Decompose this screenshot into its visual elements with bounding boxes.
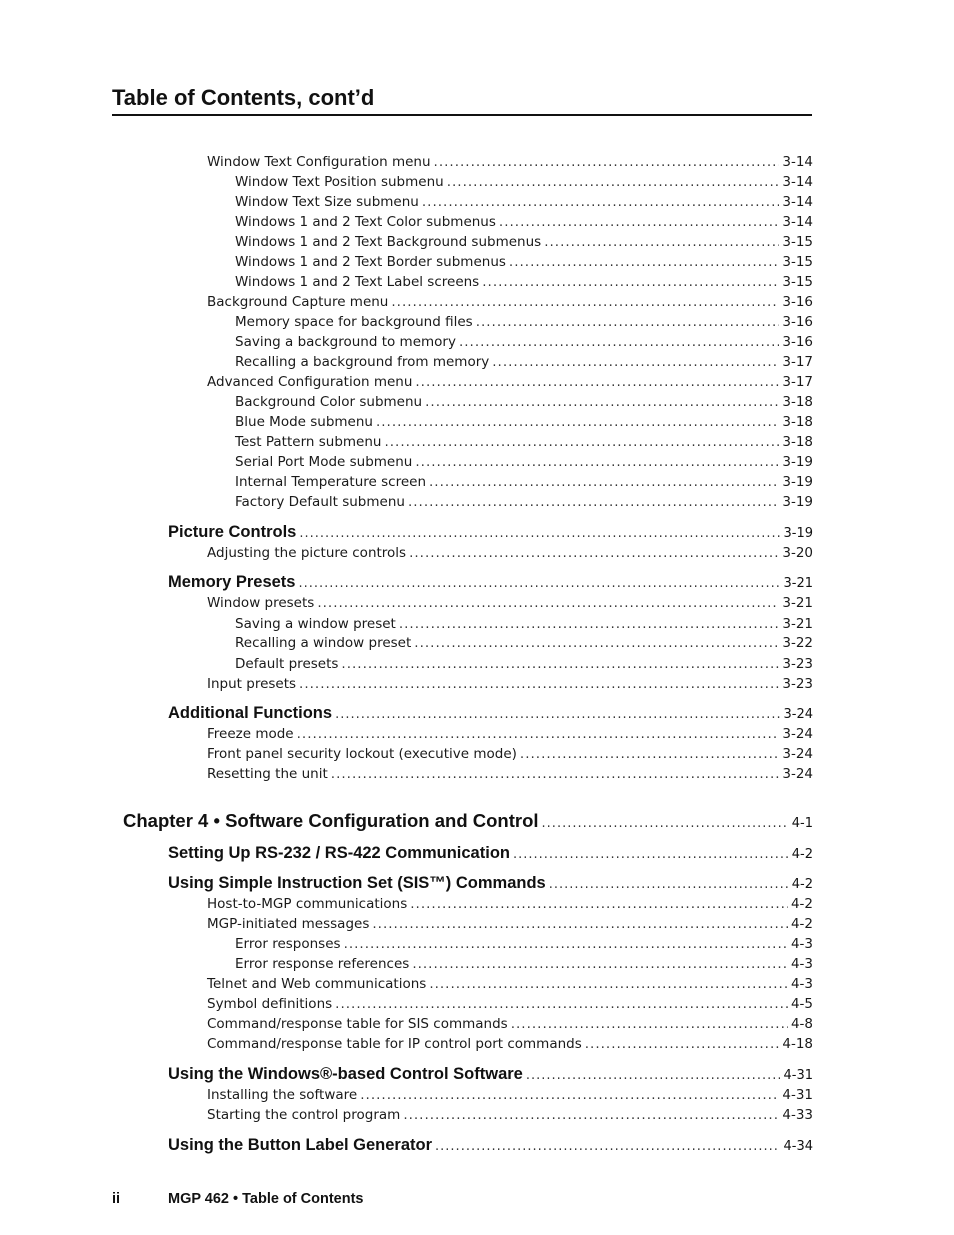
- toc-page: 4-8: [790, 1016, 813, 1032]
- toc-label: Error response references: [235, 956, 410, 972]
- toc-entry[interactable]: [235, 637, 813, 651]
- toc-page: 3-21: [782, 595, 813, 611]
- toc-page: 4-31: [782, 1087, 813, 1103]
- toc-entry[interactable]: [235, 658, 813, 672]
- toc-label: Background Color submenu: [235, 394, 423, 410]
- toc-page: 4-33: [782, 1107, 813, 1123]
- toc-label: Background Capture menu: [207, 294, 389, 310]
- leader-dots: [344, 938, 788, 952]
- toc-label: Test Pattern submenu: [235, 434, 382, 450]
- toc-label: Error responses: [235, 936, 341, 952]
- toc-label: Symbol definitions: [207, 996, 333, 1012]
- toc-page: 4-2: [790, 896, 813, 912]
- toc-label: Window Text Size submenu: [235, 194, 419, 210]
- leader-dots: [384, 436, 779, 450]
- toc-entry[interactable]: [235, 196, 813, 210]
- leader-dots: [331, 768, 780, 782]
- toc-label: Memory space for background files: [235, 314, 473, 330]
- leader-dots: [526, 1069, 781, 1082]
- toc-label: Using Simple Instruction Set (SIS™) Commands: [168, 874, 546, 892]
- leader-dots: [408, 496, 779, 510]
- toc-label: Setting Up RS-232 / RS-422 Communication: [168, 844, 510, 862]
- toc-page: 3-14: [782, 174, 813, 190]
- toc-page: 3-22: [782, 635, 813, 651]
- toc-page: 4-34: [783, 1139, 813, 1154]
- toc-entry[interactable]: [207, 597, 813, 611]
- leader-dots: [415, 376, 779, 390]
- leader-dots: [482, 276, 779, 290]
- toc-label: Host-to-MGP communications: [207, 896, 408, 912]
- toc-label: Windows 1 and 2 Text Border submenus: [235, 254, 506, 270]
- toc-page: 3-24: [782, 766, 813, 782]
- toc-entry[interactable]: [235, 436, 813, 450]
- toc-label: Blue Mode submenu: [235, 414, 373, 430]
- toc-entry[interactable]: [235, 396, 813, 410]
- toc-label: Installing the software: [207, 1087, 358, 1103]
- toc-label: Resetting the unit: [207, 766, 328, 782]
- footer-page-number: ii: [112, 1191, 121, 1207]
- toc-page: 3-15: [782, 254, 813, 270]
- toc-page: 4-18: [782, 1036, 813, 1052]
- toc-page: 3-16: [782, 334, 813, 350]
- toc-page: 3-19: [782, 474, 813, 490]
- leader-dots: [403, 1109, 779, 1123]
- toc-label: Saving a window preset: [235, 616, 396, 632]
- toc-entry[interactable]: [235, 236, 813, 250]
- leader-dots: [376, 416, 779, 430]
- toc-entry[interactable]: [207, 547, 813, 561]
- leader-dots: [511, 1018, 788, 1032]
- toc-page: 3-18: [782, 394, 813, 410]
- toc-entry[interactable]: [235, 336, 813, 350]
- toc-page: 3-16: [782, 314, 813, 330]
- leader-dots: [499, 216, 779, 230]
- toc-entry[interactable]: [235, 938, 813, 952]
- leader-dots: [360, 1089, 779, 1103]
- toc-page: 4-3: [790, 936, 813, 952]
- leader-dots: [412, 958, 788, 972]
- toc-label: MGP-initiated messages: [207, 916, 370, 932]
- toc-page: 3-14: [782, 154, 813, 170]
- footer-title: MGP 462 • Table of Contents: [168, 1191, 364, 1207]
- toc-entry[interactable]: [207, 918, 813, 932]
- leader-dots: [391, 296, 779, 310]
- toc-entry[interactable]: [207, 898, 813, 912]
- leader-dots: [317, 597, 779, 611]
- leader-dots: [372, 918, 788, 932]
- toc-page: 3-19: [782, 494, 813, 510]
- toc-page: 3-19: [783, 526, 813, 541]
- toc-label: Front panel security lockout (executive mode): [207, 746, 517, 762]
- toc-label: Serial Port Mode submenu: [235, 454, 413, 470]
- toc-label: Using the Button Label Generator: [168, 1136, 433, 1154]
- leader-dots: [409, 547, 779, 561]
- toc-page: 3-14: [782, 214, 813, 230]
- toc-label: Saving a background to memory: [235, 334, 456, 350]
- toc-chapter[interactable]: [123, 812, 813, 831]
- toc-page: 4-2: [791, 877, 813, 892]
- toc-page: 3-21: [782, 616, 813, 632]
- toc-label: Windows 1 and 2 Text Label screens: [235, 274, 480, 290]
- leader-dots: [429, 978, 788, 992]
- leader-dots: [299, 527, 780, 540]
- toc-page: 4-3: [790, 956, 813, 972]
- toc-label: Chapter 4 • Software Configuration and Control: [123, 810, 539, 831]
- toc-page: 3-15: [782, 234, 813, 250]
- toc-section[interactable]: [168, 1066, 813, 1083]
- toc-entry[interactable]: [235, 416, 813, 430]
- toc-page: 3-16: [782, 294, 813, 310]
- leader-dots: [492, 356, 779, 370]
- toc-label: Command/response table for IP control port commands: [207, 1036, 582, 1052]
- toc-entry[interactable]: [207, 728, 813, 742]
- toc-label: Default presets: [235, 656, 339, 672]
- leader-dots: [520, 748, 779, 762]
- toc-entry[interactable]: [235, 456, 813, 470]
- toc-label: Factory Default submenu: [235, 494, 405, 510]
- leader-dots: [299, 678, 779, 692]
- toc-label: Freeze mode: [207, 726, 294, 742]
- leader-dots: [415, 456, 779, 470]
- toc-label: Picture Controls: [168, 523, 297, 541]
- toc-entry[interactable]: [207, 978, 813, 992]
- toc-entry[interactable]: [235, 476, 813, 490]
- toc-page: 3-21: [783, 576, 813, 591]
- toc-entry[interactable]: [207, 748, 813, 762]
- toc-page: 3-24: [782, 746, 813, 762]
- toc-entry[interactable]: [207, 1038, 813, 1052]
- toc-label: Adjusting the picture controls: [207, 545, 407, 561]
- toc-entry[interactable]: [235, 958, 813, 972]
- leader-dots: [459, 336, 779, 350]
- toc-label: Input presets: [207, 676, 297, 692]
- leader-dots: [335, 998, 788, 1012]
- toc-page: 4-1: [791, 816, 813, 831]
- toc-label: Window presets: [207, 595, 315, 611]
- page-title: Table of Contents, cont’d: [112, 84, 812, 116]
- toc-entry[interactable]: [207, 678, 813, 692]
- toc-entry[interactable]: [207, 1109, 813, 1123]
- toc-page: 3-24: [783, 707, 813, 722]
- toc-entry[interactable]: [207, 998, 813, 1012]
- toc-entry[interactable]: [207, 156, 813, 170]
- page-footer: [112, 1191, 364, 1207]
- leader-dots: [434, 156, 780, 170]
- toc-section[interactable]: [168, 574, 813, 591]
- toc-page: 4-2: [791, 847, 813, 862]
- leader-dots: [341, 658, 779, 672]
- toc-page: 3-18: [782, 434, 813, 450]
- toc-page: 3-18: [782, 414, 813, 430]
- leader-dots: [422, 196, 780, 210]
- toc-section[interactable]: [168, 1137, 813, 1154]
- toc-page: 3-15: [782, 274, 813, 290]
- toc-entry[interactable]: [235, 496, 813, 510]
- leader-dots: [335, 708, 780, 721]
- toc-label: Windows 1 and 2 Text Background submenus: [235, 234, 542, 250]
- leader-dots: [410, 898, 788, 912]
- leader-dots: [297, 728, 780, 742]
- toc-page: 3-14: [782, 194, 813, 210]
- toc-label: Window Text Position submenu: [235, 174, 444, 190]
- toc-entry[interactable]: [207, 768, 813, 782]
- toc-page: 4-31: [783, 1068, 813, 1083]
- leader-dots: [542, 817, 789, 830]
- toc-entry[interactable]: [235, 316, 813, 330]
- toc-label: Memory Presets: [168, 573, 296, 591]
- leader-dots: [429, 476, 779, 490]
- toc-label: Recalling a background from memory: [235, 354, 490, 370]
- toc-section[interactable]: [168, 524, 813, 541]
- toc-page: 4-2: [790, 916, 813, 932]
- leader-dots: [585, 1038, 780, 1052]
- toc-label: Starting the control program: [207, 1107, 401, 1123]
- leader-dots: [414, 637, 779, 651]
- toc-entry[interactable]: [207, 1018, 813, 1032]
- toc-entry[interactable]: [207, 296, 813, 310]
- leader-dots: [425, 396, 779, 410]
- leader-dots: [544, 236, 779, 250]
- leader-dots: [549, 878, 789, 891]
- toc-label: Advanced Configuration menu: [207, 374, 413, 390]
- toc-label: Using the Windows®-based Control Software: [168, 1065, 523, 1083]
- toc-page: 4-3: [790, 976, 813, 992]
- toc-label: Telnet and Web communications: [207, 976, 427, 992]
- leader-dots: [435, 1140, 780, 1153]
- toc-entry[interactable]: [207, 1089, 813, 1103]
- toc-section[interactable]: [168, 875, 813, 892]
- toc-label: Window Text Configuration menu: [207, 154, 431, 170]
- toc-section[interactable]: [168, 705, 813, 722]
- toc-page: 3-20: [782, 545, 813, 561]
- toc-page: 3-17: [782, 354, 813, 370]
- toc-label: Windows 1 and 2 Text Color submenus: [235, 214, 496, 230]
- toc-page: 3-17: [782, 374, 813, 390]
- leader-dots: [399, 618, 780, 632]
- toc-entry[interactable]: [235, 216, 813, 230]
- leader-dots: [447, 176, 780, 190]
- toc-page: 3-24: [782, 726, 813, 742]
- leader-dots: [509, 256, 779, 270]
- toc-section[interactable]: [168, 845, 813, 862]
- toc-label: Internal Temperature screen: [235, 474, 427, 490]
- toc-entry[interactable]: [235, 618, 813, 632]
- toc-page: 3-23: [782, 676, 813, 692]
- leader-dots: [476, 316, 780, 330]
- toc-entry[interactable]: [235, 356, 813, 370]
- toc-label: Additional Functions: [168, 704, 333, 722]
- toc-page: 3-19: [782, 454, 813, 470]
- toc-entry[interactable]: [235, 276, 813, 290]
- toc-entry[interactable]: [235, 256, 813, 270]
- toc-entry[interactable]: [235, 176, 813, 190]
- toc-page: 4-5: [790, 996, 813, 1012]
- leader-dots: [513, 848, 789, 861]
- leader-dots: [298, 577, 780, 590]
- toc-label: Recalling a window preset: [235, 635, 412, 651]
- toc-page: 3-23: [782, 656, 813, 672]
- toc-label: Command/response table for SIS commands: [207, 1016, 508, 1032]
- toc-entry[interactable]: [207, 376, 813, 390]
